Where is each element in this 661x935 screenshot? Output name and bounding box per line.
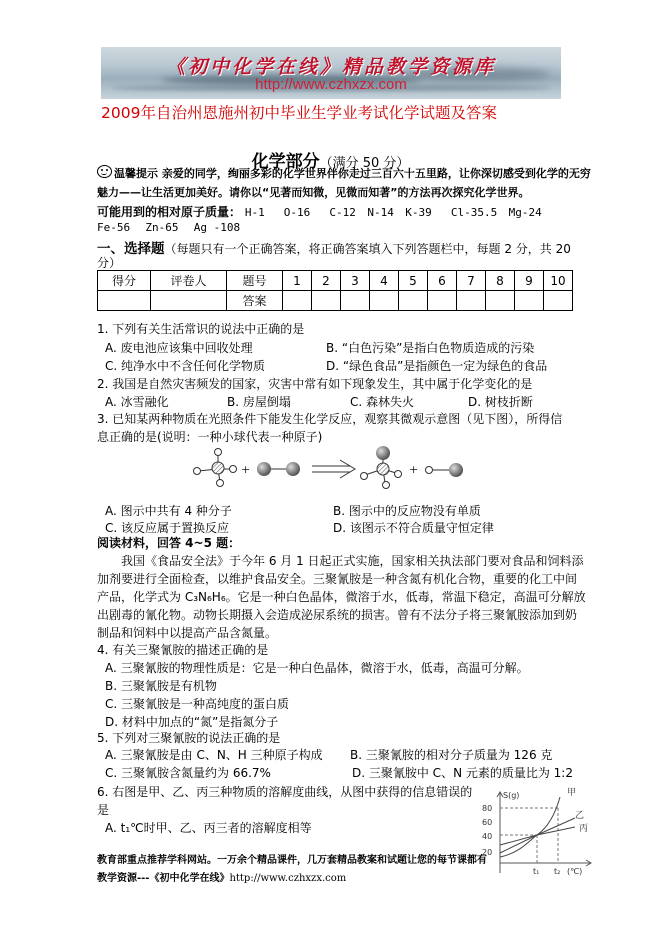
reaction-diagram bbox=[180, 445, 480, 495]
question-3-stem: 3. 已知某两种物质在光照条件下能发生化学反应，观察其微观示意图（见下图），所得信 bbox=[97, 412, 563, 426]
q1-option-c: C. 纯净水中不含任何化学物质 bbox=[105, 359, 266, 373]
question-number: 3 bbox=[341, 271, 370, 291]
question-1-stem: 1. 下列有关生活常识的说法中正确的是 bbox=[97, 322, 305, 336]
answer-cell[interactable] bbox=[283, 291, 312, 311]
q4-option-d: D. 材料中加点的“氮”是指氮分子 bbox=[105, 715, 279, 729]
curve-jia bbox=[500, 797, 560, 857]
q4-option-c: C. 三聚氰胺是一种高纯度的蛋白质 bbox=[105, 697, 290, 711]
q5-option-c: C. 三聚氰胺含氮量约为 66.7% bbox=[105, 766, 271, 780]
question-number: 5 bbox=[399, 271, 428, 291]
smiley-icon bbox=[97, 165, 112, 178]
reading-heading: 阅读材料，回答 4~5 题： bbox=[97, 536, 241, 550]
atomic-mass: N-14 bbox=[367, 206, 394, 219]
atomic-mass: K-39 bbox=[405, 206, 432, 219]
table-row bbox=[98, 291, 573, 311]
q5-option-d: D. 三聚氰胺中 C、N 元素的质量比为 1:2 bbox=[352, 766, 573, 780]
methane-molecule bbox=[194, 449, 237, 487]
q4-option-b: B. 三聚氰胺是有机物 bbox=[105, 679, 217, 693]
question-number: 8 bbox=[486, 271, 515, 291]
q3-option-c: C. 该反应属于置换反应 bbox=[105, 521, 230, 535]
question-2-stem: 2. 我国是自然灾害频发的国家，灾害中常有如下现象发生，其中属于化学变化的是 bbox=[97, 377, 533, 391]
question-number: 9 bbox=[515, 271, 544, 291]
footer-url[interactable]: http://www.czhxzx.com bbox=[229, 873, 347, 884]
q1-option-d: D. “绿色食品”是指颜色一定为绿色的食品 bbox=[326, 359, 548, 373]
y-tick-label: 80 bbox=[482, 804, 493, 813]
atomic-masses-line-1 bbox=[97, 203, 542, 220]
y-tick-label: 60 bbox=[482, 818, 493, 827]
q1-option-a: A. 废电池应该集中回收处理 bbox=[105, 341, 253, 355]
q6-option-a: A. t₁℃时甲、乙、丙三者的溶解度相等 bbox=[105, 821, 312, 835]
answer-cell[interactable] bbox=[544, 291, 573, 311]
reading-line: 制品和饲料中以提高产品含氮量。 bbox=[97, 626, 278, 640]
chloromethane-molecule bbox=[361, 446, 402, 489]
q3-option-b: B. 图示中的反应物没有单质 bbox=[333, 504, 481, 518]
reading-line: 出剧毒的氰化物。动物长期摄入会造成泌尿系统的损害。曾有不法分子将三聚氰胺添加到奶 bbox=[97, 608, 578, 622]
part-one-instruction-tail: 分） bbox=[97, 256, 122, 270]
y-axis-label: S(g) bbox=[503, 791, 520, 800]
atomic-mass: Zn-65 bbox=[145, 221, 179, 234]
x-tick-label: t₂ bbox=[554, 867, 561, 876]
banner-url[interactable]: http://www.czhxzx.com bbox=[255, 76, 407, 93]
question-4-stem: 4. 有关三聚氰胺的描述正确的是 bbox=[97, 643, 269, 657]
question-number: 2 bbox=[312, 271, 341, 291]
q3-option-a: A. 图示中共有 4 种分子 bbox=[105, 504, 232, 518]
q5-option-b: B. 三聚氰胺的相对分子质量为 126 克 bbox=[350, 748, 553, 762]
atomic-masses-label: 可能用到的相对原子质量： bbox=[97, 205, 242, 219]
q2-option-d: D. 树枝折断 bbox=[468, 395, 533, 409]
reading-line: 我国《食品安全法》于今年 6 月 1 日起正式实施，国家相关执法部门要对食品和饲料添 bbox=[121, 554, 584, 568]
reading-line: 产品，化学式为 C₃N₆H₆。它是一种白色晶体，微溶于水，低毒，常温下稳定，高温可分解放 bbox=[97, 590, 586, 604]
section-title-text: 化学部分 bbox=[251, 152, 320, 172]
atomic-masses-line-2 bbox=[97, 220, 240, 234]
q4-option-a: A. 三聚氰胺的物理性质是：它是一种白色晶体，微溶于水，低毒，高温可分解。 bbox=[105, 661, 529, 675]
footer-line-2 bbox=[97, 869, 346, 884]
solubility-chart bbox=[475, 785, 595, 885]
atomic-mass: Mg-24 bbox=[508, 206, 542, 219]
reminder-line-1 bbox=[97, 165, 591, 181]
footer-prefix: 教学资源---《初中化学在线》 bbox=[97, 873, 230, 884]
answer-cell[interactable] bbox=[486, 291, 515, 311]
answer-cell[interactable] bbox=[312, 291, 341, 311]
atomic-mass: C-12 bbox=[329, 206, 356, 219]
series-label-bing: 丙 bbox=[579, 824, 589, 834]
plus-sign: + bbox=[241, 463, 251, 476]
question-number: 7 bbox=[457, 271, 486, 291]
question-number: 4 bbox=[370, 271, 399, 291]
reminder-line-2: 魅力——让生活更加美好。请你以“见著而知微，见微而知著”的方法再次探究化学世界。 bbox=[97, 186, 530, 199]
question-no-header: 题号 bbox=[227, 271, 283, 291]
question-5-stem: 5. 下列对三聚氰胺的说法正确的是 bbox=[97, 731, 281, 745]
x-tick-label: t₁ bbox=[533, 867, 540, 876]
atomic-mass: Fe-56 bbox=[97, 221, 131, 234]
hcl-molecule bbox=[426, 463, 464, 477]
atomic-mass: Ag -108 bbox=[193, 221, 241, 234]
atomic-mass: H-1 bbox=[244, 206, 265, 219]
q2-option-b: B. 房屋倒塌 bbox=[227, 395, 291, 409]
answer-cell[interactable] bbox=[399, 291, 428, 311]
score-cell[interactable] bbox=[98, 291, 151, 311]
q2-option-c: C. 森林失火 bbox=[350, 395, 415, 409]
full-score: （满分 50 分） bbox=[319, 156, 410, 171]
chlorine-molecule bbox=[257, 462, 300, 476]
reaction-arrow bbox=[312, 460, 355, 478]
answer-cell[interactable] bbox=[428, 291, 457, 311]
y-tick-label: 40 bbox=[482, 832, 493, 841]
atomic-mass: Cl-35.5 bbox=[450, 206, 498, 219]
question-number: 10 bbox=[544, 271, 573, 291]
q5-option-a: A. 三聚氰胺是由 C、N、H 三种原子构成 bbox=[105, 748, 323, 762]
part-one-heading: 一、选择题 bbox=[97, 241, 165, 257]
site-banner bbox=[101, 47, 561, 99]
atomic-mass: O-16 bbox=[283, 206, 311, 219]
grader-cell[interactable] bbox=[151, 291, 227, 311]
banner-title: 《初中化学在线》精品教学资源库 bbox=[165, 56, 496, 78]
plus-sign: + bbox=[409, 463, 419, 476]
question-number: 1 bbox=[283, 271, 312, 291]
reading-line: 加剂要进行全面检查，以维护食品安全。三聚氰胺是一种含氮有机化合物，重要的化工中间 bbox=[97, 572, 578, 586]
reminder-text-1: 温馨提示 亲爱的同学，绚丽多彩的化学世界伴你走过三百六十五里路，让你深切感受到化学的无穷 bbox=[114, 167, 591, 180]
series-label-jia: 甲 bbox=[567, 788, 577, 798]
question-number: 6 bbox=[428, 271, 457, 291]
series-label-yi: 乙 bbox=[575, 811, 585, 821]
score-header: 得分 bbox=[98, 271, 151, 291]
question-6-stem-2: 是 bbox=[97, 803, 110, 817]
part-one-heading-line bbox=[97, 237, 571, 257]
q1-option-b: B. “白色污染”是指白色物质造成的污染 bbox=[326, 341, 535, 355]
document-title: 2009年自治州恩施州初中毕业生学业考试化学试题及答案 bbox=[101, 104, 497, 122]
x-axis-label: (℃) bbox=[567, 867, 583, 876]
y-tick-label: 20 bbox=[482, 848, 493, 857]
question-6-stem: 6. 右图是甲、乙、丙三种物质的溶解度曲线，从图中获得的信息错误的 bbox=[97, 785, 473, 799]
question-3-stem-2: 息正确的是(说明：一种小球代表一种原子) bbox=[97, 430, 323, 444]
footer-line-1: 教育部重点推荐学科网站。一万余个精品课件，几万套精品教案和试题让您的每节课都有 bbox=[97, 855, 487, 866]
answer-table bbox=[97, 270, 573, 311]
answer-cell[interactable] bbox=[370, 291, 399, 311]
grader-header: 评卷人 bbox=[151, 271, 227, 291]
part-one-instruction: （每题只有一个正确答案，将正确答案填入下列答题栏中，每题 2 分，共 20 bbox=[164, 242, 571, 256]
answer-cell[interactable] bbox=[515, 291, 544, 311]
table-row bbox=[98, 271, 573, 291]
q2-option-a: A. 冰雪融化 bbox=[105, 395, 169, 409]
answer-cell[interactable] bbox=[341, 291, 370, 311]
q3-option-d: D. 该图示不符合质量守恒定律 bbox=[333, 521, 494, 535]
answer-header: 答案 bbox=[227, 291, 283, 311]
answer-cell[interactable] bbox=[457, 291, 486, 311]
